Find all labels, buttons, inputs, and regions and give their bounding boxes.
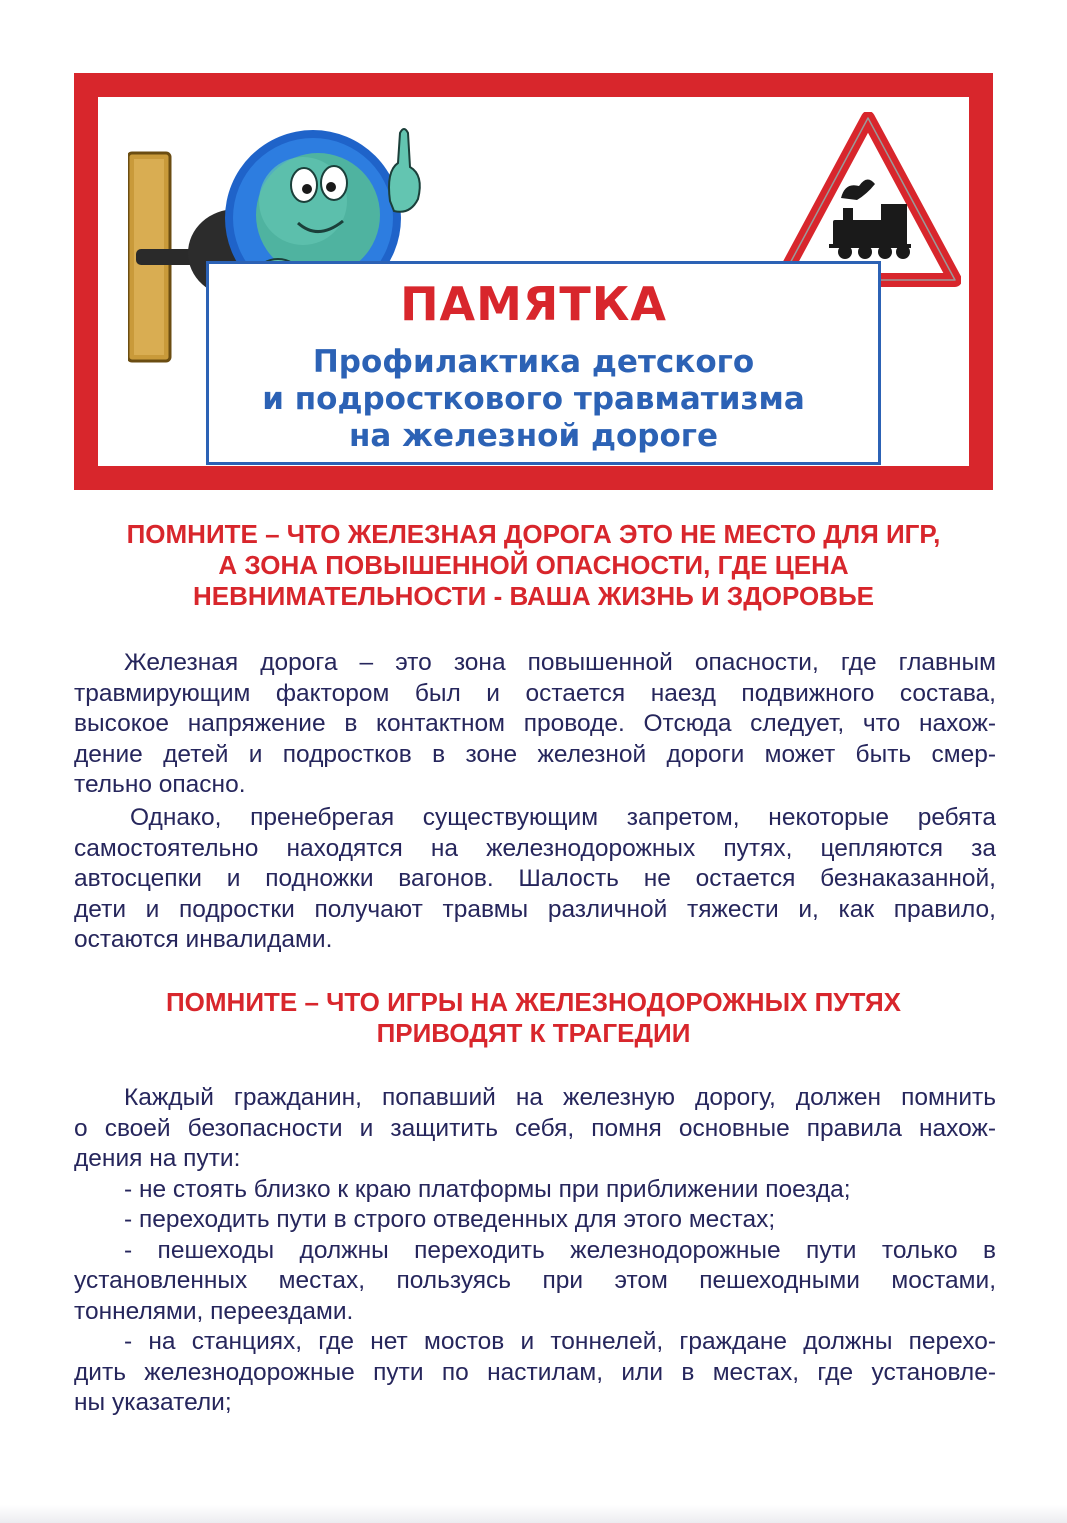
paragraph-line: дение детей и подростков в зоне железной дороги может быть смер-: [74, 740, 996, 768]
heading-line: ПОМНИТЕ – ЧТО ИГРЫ НА ЖЕЛЕЗНОДОРОЖНЫХ ПУТЯХ: [165, 987, 902, 1017]
paragraph-line: остаются инвалидами.: [74, 926, 333, 953]
banner-subtitle-line: Профилактика детского: [312, 344, 755, 380]
heading-line: НЕВНИМАТЕЛЬНОСТИ - ВАША ЖИЗНЬ И ЗДОРОВЬЕ: [193, 581, 874, 611]
banner-title: ПАМЯТКА: [400, 277, 667, 331]
rule-list-item: - пешеходы должны переходить железнодорожные пути только в: [124, 1236, 996, 1264]
page-bottom-edge: [0, 1505, 1067, 1523]
paragraph-1: [74, 648, 996, 801]
warning-heading-2: [60, 987, 1007, 1049]
banner-inner: [98, 97, 969, 466]
paragraph-line: автосцепки и подножки вагонов. Шалость не остается безнаказанной,: [74, 865, 996, 892]
header-banner: [74, 73, 993, 490]
paragraph-line: установленных местах, пользуясь при этом пешеходными мостами,: [74, 1267, 996, 1294]
paragraph-line: ны указатели;: [74, 1389, 232, 1416]
paragraph-line: самостоятельно находятся на железнодорожных путях, цепляются за: [74, 834, 996, 862]
paragraph-3: [74, 1083, 996, 1419]
rule-list-item: - на станциях, где нет мостов и тоннелей, граждане должны перехо-: [124, 1328, 996, 1355]
warning-heading-1: [60, 519, 1007, 612]
banner-subtitle: [98, 344, 969, 455]
paragraph-line: дить железнодорожные пути по настилам, или в местах, где установле-: [74, 1358, 996, 1386]
paragraph-2: [74, 803, 996, 956]
heading-line: ПОМНИТЕ – ЧТО ЖЕЛЕЗНАЯ ДОРОГА ЭТО НЕ МЕСТО ДЛЯ ИГР,: [126, 519, 941, 549]
paragraph-line: тельно опасно.: [74, 771, 246, 798]
paragraph-line: дения на пути:: [74, 1145, 241, 1172]
paragraph-line: тоннелями, переездами.: [74, 1297, 354, 1325]
paragraph-line: травмирующим фактором был и остается наезд подвижного состава,: [74, 679, 996, 707]
paragraph-line: о своей безопасности и защитить себя, помня основные правила нахож-: [74, 1114, 996, 1142]
paragraph-line: Каждый гражданин, попавший на железную дорогу, должен помнить: [124, 1084, 996, 1111]
banner-subtitle-line: и подросткового травматизма: [262, 381, 805, 417]
heading-line: ПРИВОДЯТ К ТРАГЕДИИ: [376, 1018, 691, 1048]
paragraph-line: Однако, пренебрегая существующим запретом, некоторые ребята: [130, 804, 996, 831]
paragraph-line: дети и подростки получают травмы различной тяжести и, как правило,: [74, 895, 996, 923]
rule-list-item: - переходить пути в строго отведенных для этого местах;: [124, 1206, 776, 1233]
heading-line: А ЗОНА ПОВЫШЕННОЙ ОПАСНОСТИ, ГДЕ ЦЕНА: [218, 550, 849, 580]
banner-subtitle-line: на железной дороге: [348, 418, 719, 454]
paragraph-line: Железная дорога – это зона повышенной опасности, где главным: [124, 649, 996, 676]
rule-list-item: - не стоять близко к краю платформы при приближении поезда;: [124, 1175, 851, 1203]
paragraph-line: высокое напряжение в контактном проводе. Отсюда следует, что нахож-: [74, 710, 996, 737]
